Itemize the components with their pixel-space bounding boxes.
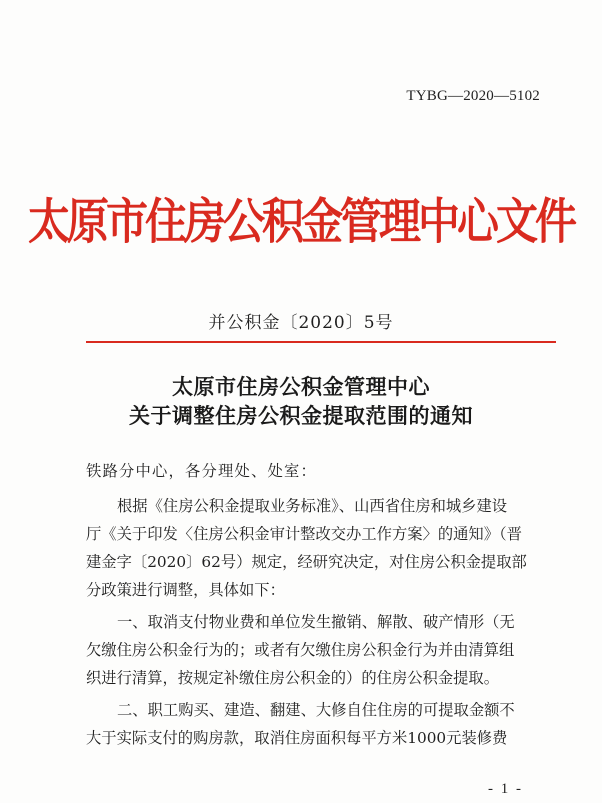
paragraph-1-line-3: 建金字〔2020〕62号）规定，经研究决定，对住房公积金提取部 <box>86 553 527 571</box>
notice-title-line-1: 太原市住房公积金管理中心 <box>172 375 430 399</box>
paragraph-1-line-2: 厅《关于印发〈住房公积金审计整改交办工作方案〉的通知》（晋 <box>86 525 522 543</box>
paragraph-1-line-1: 根据《住房公积金提取业务标准》、山西省住房和城乡建设 <box>117 497 508 515</box>
document-code: TYBG—2020—5102 <box>406 88 540 104</box>
salutation: 铁路分中心，各分理处、处室： <box>86 462 317 480</box>
paragraph-2-line-2: 欠缴住房公积金行为的；或者有欠缴住房公积金行为并由清算组 <box>86 641 515 659</box>
masthead-title: 太原市住房公积金管理中心文件 <box>27 193 574 250</box>
paragraph-3-line-1: 二、职工购买、建造、翻建、大修自住住房的可提取金额不 <box>117 701 515 719</box>
paragraph-3-line-2: 大于实际支付的购房款，取消住房面积每平方米1000元装修费 <box>86 729 508 747</box>
notice-title-line-2: 关于调整住房公积金提取范围的通知 <box>129 404 473 428</box>
page-number: - 1 - <box>488 781 523 797</box>
red-divider-line <box>86 341 556 343</box>
paragraph-1-line-4: 分政策进行调整，具体如下： <box>86 581 285 599</box>
paragraph-2-line-1: 一、取消支付物业费和单位发生撤销、解散、破产情形（无 <box>117 613 515 631</box>
paragraph-2-line-3: 织进行清算，按规定补缴住房公积金的）的住房公积金提取。 <box>86 669 500 687</box>
document-number: 并公积金〔2020〕5号 <box>208 313 394 333</box>
